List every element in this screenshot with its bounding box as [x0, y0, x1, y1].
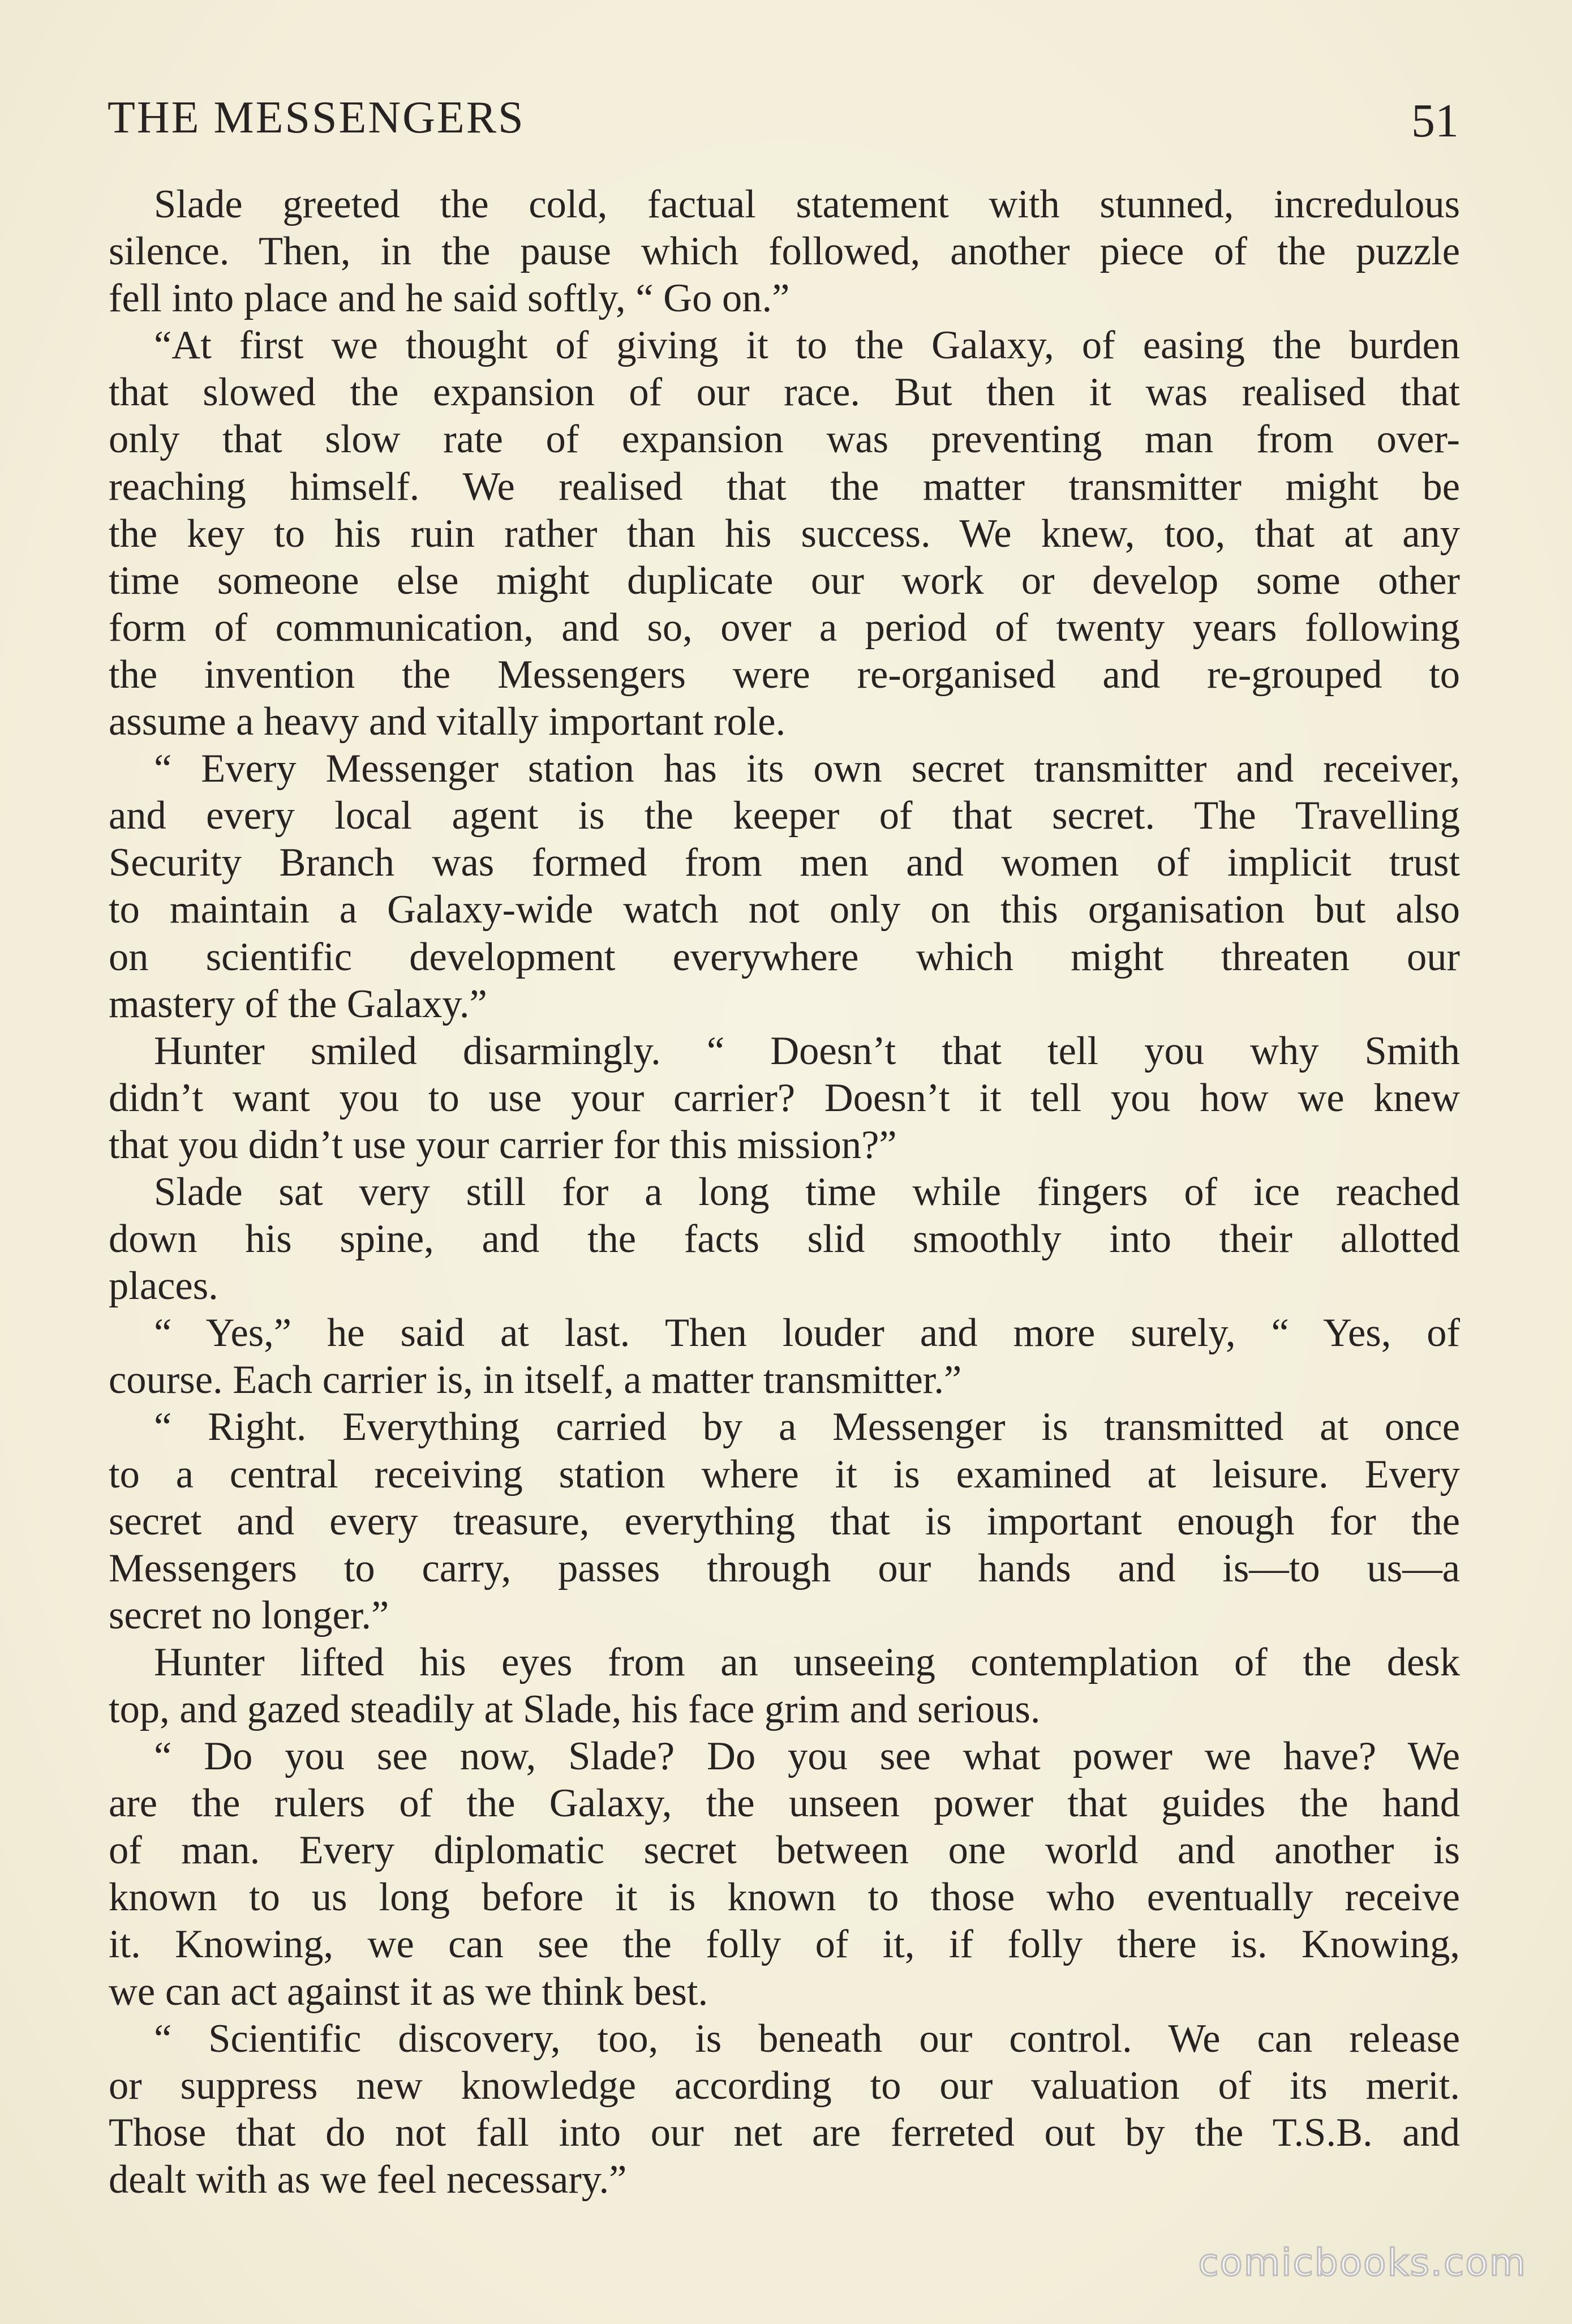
text-line: top, and gazed steadily at Slade, his face grim and serious.: [109, 1687, 1041, 1731]
text-line: that slowed the expansion of our race. But then it was realised that: [109, 370, 1460, 415]
text-line: assume a heavy and vitally important role.: [109, 700, 786, 744]
text-line: mastery of the Galaxy.”: [109, 981, 487, 1026]
paragraph: [109, 322, 1460, 745]
paragraph: [109, 1733, 1460, 2016]
text-line: known to us long before it is known to those who eventually receive: [109, 1875, 1460, 1920]
text-line: “ Do you see now, Slade? Do you see what power we have? We: [154, 1734, 1460, 1779]
text-line: “ Right. Everything carried by a Messenger is transmitted at once: [154, 1405, 1460, 1450]
text-line: Hunter lifted his eyes from an unseeing contemplation of the desk: [154, 1640, 1460, 1684]
paragraph: [109, 1310, 1460, 1404]
paragraph: [109, 181, 1460, 322]
text-line: down his spine, and the facts slid smoothly into their allotted: [109, 1217, 1460, 1262]
text-line: or suppress new knowledge according to our valuation of its merit.: [109, 2063, 1460, 2108]
text-line: secret and every treasure, everything that is important enough for the: [109, 1499, 1460, 1543]
paragraph: [109, 1404, 1460, 1639]
text-line: Security Branch was formed from men and women of implicit trust: [109, 841, 1460, 885]
text-line: of man. Every diplomatic secret between one world and another is: [109, 1828, 1460, 1873]
page-number: 51: [1411, 95, 1459, 147]
text-line: “ Yes,” he said at last. Then louder and more surely, “ Yes, of: [154, 1311, 1460, 1356]
text-line: places.: [109, 1264, 218, 1309]
text-line: reaching himself. We realised that the matter transmitter might be: [109, 464, 1460, 509]
text-line: Messengers to carry, passes through our hands and is—to us—a: [109, 1546, 1460, 1590]
text-line: the key to his ruin rather than his success. We knew, too, that at any: [109, 511, 1460, 556]
text-line: didn’t want you to use your carrier? Doesn’t it tell you how we knew: [109, 1075, 1460, 1120]
text-line: form of communication, and so, over a period of twenty years following: [109, 605, 1460, 650]
watermark: comicbooks.com: [1198, 2241, 1527, 2284]
text-line: Hunter smiled disarmingly. “ Doesn’t that tell you why Smith: [154, 1028, 1460, 1073]
text-line: Slade greeted the cold, factual statement with stunned, incredulous: [154, 182, 1460, 226]
text-line: fell into place and he said softly, “ Go on.”: [109, 276, 790, 321]
text-line: “ Every Messenger station has its own secret transmitter and receiver,: [154, 747, 1460, 791]
text-line: “ Scientific discovery, too, is beneath our control. We can release: [154, 2016, 1460, 2061]
text-line: and every local agent is the keeper of that secret. The Travelling: [109, 794, 1460, 838]
text-line: course. Each carrier is, in itself, a matter transmitter.”: [109, 1358, 962, 1403]
text-line: are the rulers of the Galaxy, the unseen power that guides the hand: [109, 1781, 1460, 1826]
paragraph: [109, 1639, 1460, 1733]
text-line: only that slow rate of expansion was preventing man from over-: [109, 417, 1460, 462]
running-title: THE MESSENGERS: [108, 93, 525, 143]
text-line: to a central receiving station where it is examined at leisure. Every: [109, 1452, 1460, 1497]
text-line: Those that do not fall into our net are ferreted out by the T.S.B. and: [109, 2110, 1460, 2155]
text-line: Slade sat very still for a long time while fingers of ice reached: [154, 1169, 1460, 1214]
text-line: we can act against it as we think best.: [109, 1969, 708, 2014]
text-line: silence. Then, in the pause which followed, another piece of the puzzle: [109, 229, 1460, 274]
text-line: it. Knowing, we can see the folly of it, if folly there is. Knowing,: [109, 1922, 1460, 1967]
text-line: dealt with as we feel necessary.”: [109, 2157, 627, 2202]
paragraph: [109, 1169, 1460, 1310]
paragraph: [109, 2016, 1460, 2203]
text-line: “At first we thought of giving it to the Galaxy, of easing the burden: [154, 323, 1460, 368]
body-text: [109, 181, 1460, 2203]
paragraph: [109, 745, 1460, 1028]
text-line: that you didn’t use your carrier for this mission?”: [109, 1122, 897, 1167]
text-line: secret no longer.”: [109, 1593, 389, 1637]
text-line: to maintain a Galaxy-wide watch not only on this organisation but also: [109, 887, 1460, 932]
paragraph: [109, 1028, 1460, 1169]
text-line: time someone else might duplicate our work or develop some other: [109, 558, 1460, 603]
text-line: the invention the Messengers were re-organised and re-grouped to: [109, 652, 1460, 697]
text-line: on scientific development everywhere which might threaten our: [109, 934, 1460, 979]
